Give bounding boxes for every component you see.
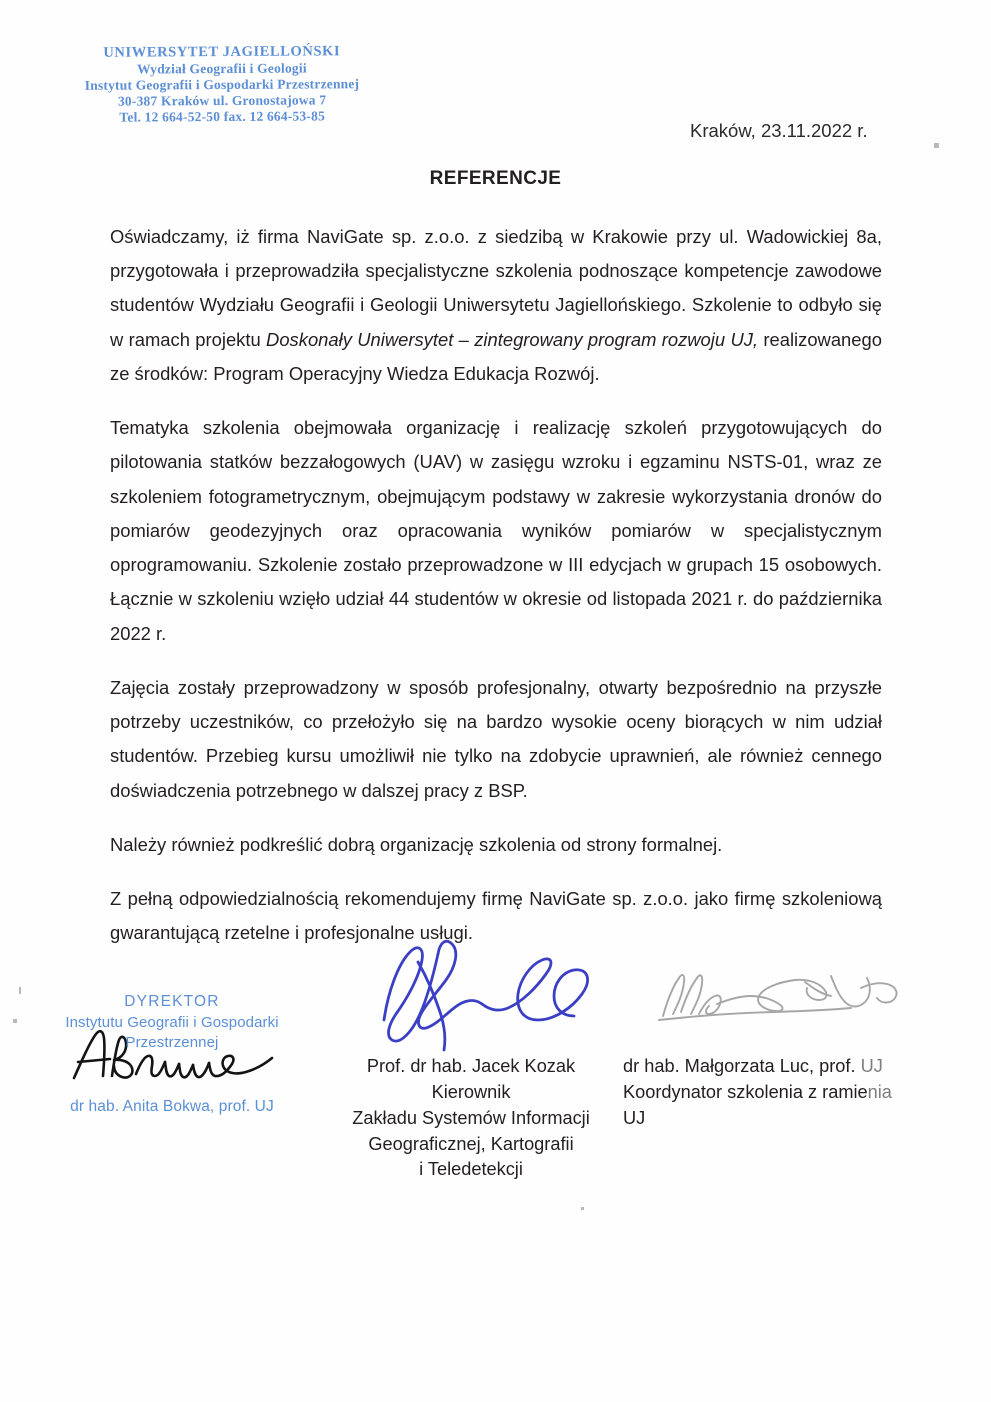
scan-artifact-dot: [581, 1207, 584, 1210]
signature-block-right: [623, 1054, 923, 1132]
paragraph-2: Tematyka szkolenia obejmowała organizację i realizację szkoleń przygotowujących do pilotowania statków bezzałogowych (UAV) w zasięgu wzroku i egzaminu NSTS-01, wraz ze szkoleniem fotogrametrycznym, obejmującym podstawy w zakresie wykorzystania dronów do pomiarów geodezyjnych oraz opracowania wyników pomiarów w specjalistycznym oprogramowaniu. Szkolenie zostało przeprowadzone w III edycjach w grupach 15 osobowych. Łącznie w szkoleniu wzięło udział 44 studentów w okresie od listopada 2021 r. do października 2022 r.: [110, 417, 882, 644]
center-signature-name: Prof. dr hab. Jacek Kozak: [366, 1056, 576, 1076]
date-line: Kraków, 23.11.2022 r.: [690, 120, 868, 141]
right-signature-role-row: [623, 1080, 923, 1106]
left-signature-role: DYREKTOR: [124, 993, 220, 1010]
stamp-line-faculty: Wydział Geografii i Geologii: [136, 60, 307, 77]
paragraph-1-text-b: realizowanego ze środków: Program Operacyjny Wiedza Edukacja Rozwój.: [110, 328, 882, 384]
right-signature-role-2: UJ: [623, 1107, 646, 1128]
paragraph-1-text-a: Oświadczamy, iż firma NaviGate sp. z.o.o. z siedzibą w Krakowie przy ul. Wadowickiej 8a, przygotowała i przeprowadziła specjalistyczne szkolenia podnoszące kompetencje zawodowe studentów Wydziału Geografii i Geologii Uniwersytetu Jagiellońskiego. Szkolenie to odbyło się w ramach projektu: [110, 226, 882, 350]
signature-block-center: [340, 1054, 602, 1183]
paragraph-3: Zajęcia zostały przeprowadzony w sposób profesjonalny, otwarty bezpośrednio na przyszłe potrzeby uczestników, co przełożyło się na bardzo wysokie oceny biorących w nim udział studentów. Przebieg kursu umożliwił nie tylko na zdobycie uprawnień, ale również cennego doświadczenia potrzebnego w dalszej pracy z BSP.: [110, 676, 882, 801]
university-header-stamp: [62, 43, 382, 126]
document-body: [110, 220, 882, 950]
paragraph-5: Z pełną odpowiedzialnością rekomendujemy firmę NaviGate sp. z.o.o. jako firmę szkoleniową gwarantującą rzetelne i profesjonalne usługi.: [110, 887, 882, 944]
scan-artifact-dot: [19, 987, 21, 994]
signature-block-left: [22, 992, 322, 1118]
paragraph-1: [110, 220, 882, 391]
paragraph-4: Należy również podkreślić dobrą organizację szkolenia od strony formalnej.: [110, 833, 723, 855]
center-signature-role-2: Zakładu Systemów Informacji: [352, 1107, 590, 1128]
project-name-italic: Doskonały Uniwersytet – zintegrowany program rozwoju UJ,: [266, 328, 759, 350]
left-signature-name: dr hab. Anita Bokwa, prof. UJ: [70, 1098, 274, 1116]
signature-jacek-kozak: [382, 932, 607, 1060]
stamp-line-university: UNIWERSYTET JAGIELLOŃSKI: [103, 43, 341, 61]
stamp-line-address: 30-387 Kraków ul. Gronostajowa 7: [117, 92, 327, 109]
right-signature-role-1: Koordynator szkolenia z ramie: [623, 1081, 868, 1102]
stamp-line-phone: Tel. 12 664-52-50 fax. 12 664-53-85: [119, 108, 326, 125]
signature-malgorzata-luc: [655, 968, 915, 1028]
right-signature-role-1-fade: nia: [867, 1081, 892, 1102]
scan-artifact-dot: [13, 1019, 17, 1023]
right-signature-name-fade: UJ: [860, 1056, 883, 1076]
stamp-line-institute: Instytut Geografii i Gospodarki Przestrzennej: [84, 76, 360, 93]
page-title: REFERENCJE: [429, 168, 562, 189]
signature-area: [0, 930, 991, 1230]
right-signature-name: dr hab. Małgorzata Luc, prof.: [623, 1056, 861, 1076]
center-signature-role-3: Geograficznej, Kartografii: [368, 1133, 574, 1154]
center-signature-role-4: i Teledetekcji: [419, 1159, 523, 1180]
center-signature-role-1: Kierownik: [431, 1081, 511, 1102]
left-signature-organization: Instytutu Geografii i Gospodarki Przestrzennej: [65, 1013, 279, 1052]
right-signature-name-row: [623, 1054, 923, 1080]
scan-artifact-dot: [934, 143, 939, 148]
